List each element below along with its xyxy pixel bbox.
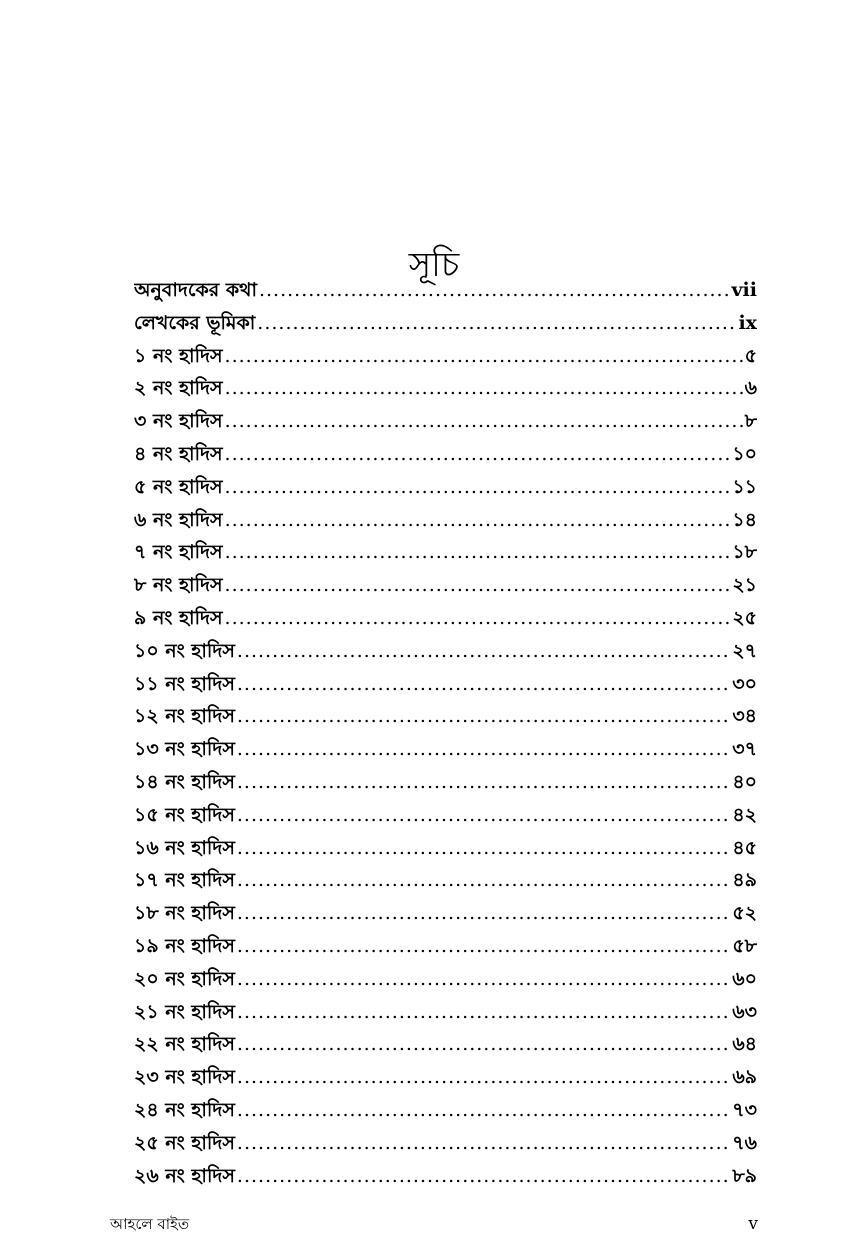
- toc-entry-label: ১৯ নং হাদিস: [134, 934, 235, 957]
- toc-entry[interactable]: [134, 438, 757, 471]
- toc-leader-dots: [225, 405, 743, 438]
- toc-leader-dots: [237, 864, 730, 897]
- toc-entry-label: ২৪ নং হাদিস: [134, 1098, 235, 1121]
- toc-entry[interactable]: [134, 471, 757, 504]
- toc-entry-page: ৮: [744, 410, 757, 433]
- toc-entry[interactable]: [134, 897, 757, 930]
- toc-entry-page: ৬০: [732, 967, 757, 990]
- page-title: সূচি: [408, 244, 460, 285]
- toc-leader-dots: [237, 668, 730, 701]
- toc-entry[interactable]: [134, 569, 757, 602]
- toc-entry-label: ১ নং হাদিস: [134, 344, 223, 367]
- toc-entry-page: ৪০: [732, 770, 757, 793]
- toc-leader-dots: [225, 569, 731, 602]
- toc-entry-label: ৭ নং হাদিস: [134, 541, 223, 564]
- toc-entry[interactable]: [134, 700, 757, 733]
- toc-leader-dots: [237, 1061, 730, 1094]
- toc-leader-dots: [237, 733, 730, 766]
- toc-leader-dots: [257, 307, 736, 340]
- toc-entry-page: ৩৪: [732, 705, 757, 728]
- toc-leader-dots: [225, 438, 731, 471]
- toc-entry[interactable]: [134, 1127, 757, 1160]
- toc-entry[interactable]: [134, 733, 757, 766]
- toc-entry-label: ১৭ নং হাদিস: [134, 869, 235, 892]
- footer-book-title: আহলে বাইত: [110, 1215, 190, 1233]
- toc-entry-page: ৮৯: [732, 1164, 757, 1187]
- toc-leader-dots: [225, 602, 731, 635]
- toc-leader-dots: [237, 1028, 730, 1061]
- toc-entry[interactable]: [134, 799, 757, 832]
- toc-leader-dots: [237, 799, 730, 832]
- toc-leader-dots: [225, 372, 743, 405]
- toc-entry-label: ২১ নং হাদিস: [134, 1000, 235, 1023]
- toc-entry[interactable]: [134, 930, 757, 963]
- toc-entry-label: ১১ নং হাদিস: [134, 672, 235, 695]
- toc-entry-page: ৭৬: [732, 1131, 757, 1154]
- toc-leader-dots: [237, 700, 730, 733]
- toc-entry-label: ১২ নং হাদিস: [134, 705, 235, 728]
- toc-leader-dots: [237, 832, 730, 865]
- toc-entry-label: লেখকের ভূমিকা: [134, 311, 256, 334]
- toc-entry-page: ৬৪: [732, 1033, 757, 1056]
- toc-entry-page: vii: [731, 279, 757, 301]
- toc-leader-dots: [237, 1094, 730, 1127]
- toc-entry[interactable]: [134, 1094, 757, 1127]
- toc-entry-page: ৬: [744, 377, 757, 400]
- toc-entry-page: ১০: [732, 442, 757, 465]
- toc-entry-page: ২৭: [732, 639, 757, 662]
- toc-entry-label: ১০ নং হাদিস: [134, 639, 235, 662]
- toc-leader-dots: [237, 635, 730, 668]
- toc-leader-dots: [225, 471, 731, 504]
- toc-entry-page: ৩০: [732, 672, 757, 695]
- toc-entry[interactable]: [134, 668, 757, 701]
- toc-entry[interactable]: [134, 504, 757, 537]
- toc-leader-dots: [225, 536, 731, 569]
- toc-entry-label: ৯ নং হাদিস: [134, 606, 223, 629]
- toc-entry-label: ১৬ নং হাদিস: [134, 836, 235, 859]
- toc-entry-label: ১৮ নং হাদিস: [134, 902, 235, 925]
- toc-entry[interactable]: [134, 1160, 757, 1193]
- toc-entry-page: ১৪: [732, 508, 757, 531]
- toc-entry-page: ২১: [732, 574, 757, 597]
- toc-entry-page: ৫: [744, 344, 757, 367]
- toc-entry-page: ১৮: [732, 541, 757, 564]
- toc-entry[interactable]: [134, 602, 757, 635]
- toc-entry[interactable]: [134, 405, 757, 438]
- toc-entry-page: ১১: [732, 475, 757, 498]
- toc-entry[interactable]: [134, 274, 757, 307]
- toc-entry-page: ৪৫: [732, 836, 757, 859]
- toc-leader-dots: [225, 504, 731, 537]
- toc-entry-label: ২২ নং হাদিস: [134, 1033, 235, 1056]
- toc-entry-label: ২৫ নং হাদিস: [134, 1131, 235, 1154]
- toc-entry[interactable]: [134, 766, 757, 799]
- toc-entry-label: ৫ নং হাদিস: [134, 475, 223, 498]
- toc-entry[interactable]: [134, 635, 757, 668]
- toc-leader-dots: [237, 897, 730, 930]
- toc-entry-label: ৩ নং হাদিস: [134, 410, 223, 433]
- toc-entry-label: ৪ নং হাদিস: [134, 442, 223, 465]
- toc-leader-dots: [237, 1160, 730, 1193]
- toc-entry-label: ৮ নং হাদিস: [134, 574, 223, 597]
- toc-entry-label: অনুবাদকের কথা: [134, 279, 257, 301]
- toc-entry-label: ২৬ নং হাদিস: [134, 1164, 235, 1187]
- toc-entry[interactable]: [134, 372, 757, 405]
- toc-entry[interactable]: [134, 340, 757, 373]
- toc-entry-page: ৫৮: [732, 934, 757, 957]
- toc-entry-page: ৬৯: [732, 1066, 757, 1089]
- toc-entry[interactable]: [134, 963, 757, 996]
- toc-entry-page: ২৫: [732, 606, 757, 629]
- footer-page-number: v: [748, 1214, 758, 1234]
- toc-entry[interactable]: [134, 1028, 757, 1061]
- toc-leader-dots: [237, 963, 730, 996]
- toc-entry[interactable]: [134, 996, 757, 1029]
- toc-entry-label: ২ নং হাদিস: [134, 377, 223, 400]
- toc-entry[interactable]: [134, 307, 757, 340]
- toc-entry-label: ৬ নং হাদিস: [134, 508, 223, 531]
- toc-entry-page: ৬৩: [732, 1000, 757, 1023]
- toc-entry[interactable]: [134, 1061, 757, 1094]
- toc-entry-label: ১৪ নং হাদিস: [134, 770, 235, 793]
- toc-leader-dots: [237, 1127, 730, 1160]
- table-of-contents: [134, 274, 757, 1192]
- toc-entry[interactable]: [134, 864, 757, 897]
- toc-entry-page: ৩৭: [732, 738, 757, 761]
- toc-entry-page: ix: [738, 311, 757, 334]
- toc-entry-page: ৪২: [732, 803, 757, 826]
- toc-entry-page: ৫২: [732, 902, 757, 925]
- toc-leader-dots: [237, 930, 730, 963]
- toc-entry-label: ২৩ নং হাদিস: [134, 1066, 235, 1089]
- toc-entry-label: ১৩ নং হাদিস: [134, 738, 235, 761]
- toc-entry-page: ৭৩: [732, 1098, 757, 1121]
- toc-entry-page: ৪৯: [732, 869, 757, 892]
- toc-leader-dots: [225, 340, 743, 373]
- toc-entry-label: ২০ নং হাদিস: [134, 967, 235, 990]
- toc-entry-label: ১৫ নং হাদিস: [134, 803, 235, 826]
- toc-leader-dots: [237, 996, 730, 1029]
- toc-leader-dots: [259, 274, 730, 307]
- toc-entry[interactable]: [134, 536, 757, 569]
- toc-entry[interactable]: [134, 832, 757, 865]
- toc-leader-dots: [237, 766, 730, 799]
